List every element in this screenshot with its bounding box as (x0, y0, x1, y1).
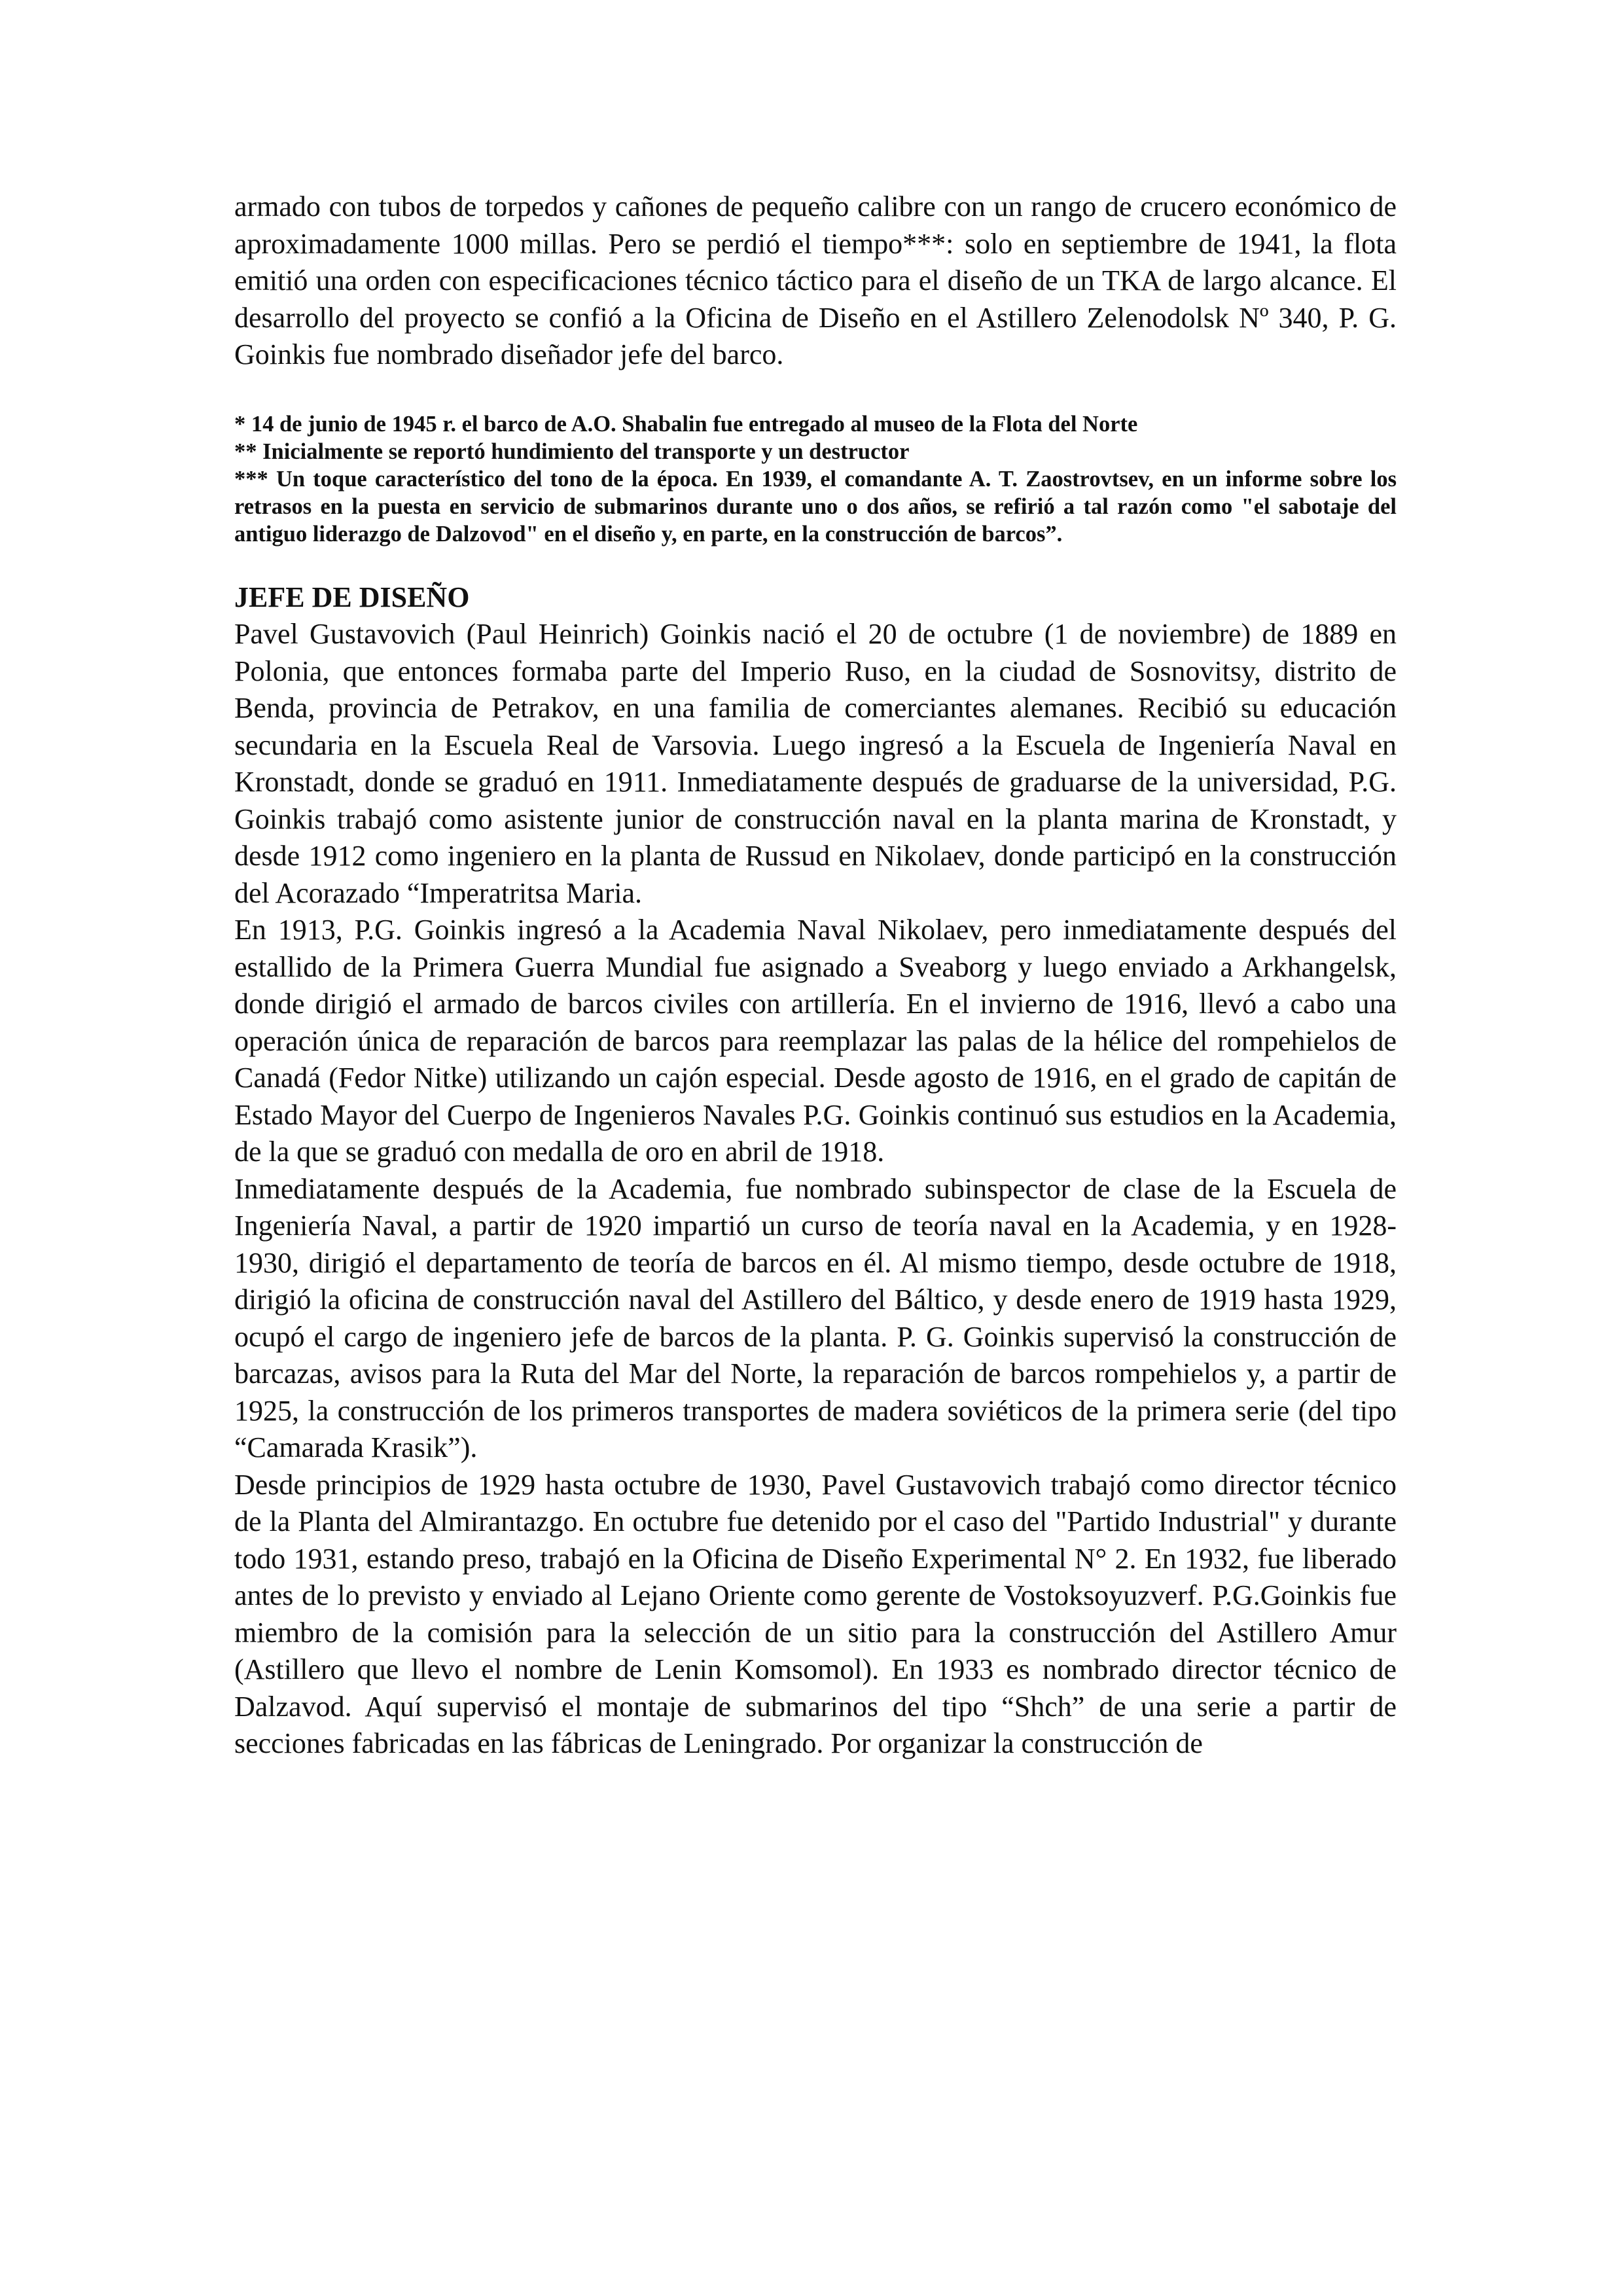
section-heading: JEFE DE DISEÑO (234, 581, 470, 613)
body-paragraph-3: Inmediatamente después de la Academia, fue nombrado subinspector de clase de la Escuela de Ingeniería Naval, a partir de 1920 impartió un curso de teoría naval en la Academia, y en 1928-1930, dirigió el departamento de teoría de barcos en él. Al mismo tiempo, desde octubre de 1918, dirigió la oficina de construcción naval del Astillero del Báltico, y desde enero de 1919 hasta 1929, ocupó el cargo de ingeniero jefe de barcos de la planta. P. G. Goinkis supervisó la construcción de barcazas, avisos para la Ruta del Mar del Norte, la reparación de barcos rompehielos y, a partir de 1925, la construcción de los primeros transportes de madera soviéticos de la primera serie (del tipo “Camarada Krasik”). (234, 1172, 1397, 1463)
footnote-3: *** Un toque característico del tono de la época. En 1939, el comandante A. T. Zaostrovtsev, en un informe sobre los retrasos en la puesta en servicio de submarinos durante uno o dos años, se refirió a tal razón como "el sabotaje del antiguo liderazgo de Dalzovod" en el diseño y, en parte, en la construcción de barcos”. (234, 466, 1397, 547)
footnote-1: * 14 de junio de 1945 r. el barco de A.O. Shabalin fue entregado al museo de la Flota del Norte (234, 411, 1138, 437)
intro-paragraph: armado con tubos de torpedos y cañones de pequeño calibre con un rango de crucero económico de aproximadamente 1000 millas. Pero se perdió el tiempo***: solo en septiembre de 1941, la flota emitió una orden con especificaciones técnico táctico para el diseño de un TKA de largo alcance. El desarrollo del proyecto se confió a la Oficina de Diseño en el Astillero Zelenodolsk Nº 340, P. G. Goinkis fue nombrado diseñador jefe del barco. (234, 190, 1397, 370)
body-paragraph-4: Desde principios de 1929 hasta octubre de 1930, Pavel Gustavovich trabajó como director técnico de la Planta del Almirantazgo. En octubre fue detenido por el caso del "Partido Industrial" y durante todo 1931, estando preso, trabajó en la Oficina de Diseño Experimental N° 2. En 1932, fue liberado antes de lo previsto y enviado al Lejano Oriente como gerente de Vostoksoyuzverf. P.G.Goinkis fue miembro de la comisión para la selección de un sitio para la construcción del Astillero Amur (Astillero que llevo el nombre de Lenin Komsomol). En 1933 es nombrado director técnico de Dalzavod. Aquí supervisó el montaje de submarinos del tipo “Shch” de una serie a partir de secciones fabricadas en las fábricas de Leningrado. Por organizar la construcción de (234, 1468, 1397, 1759)
footnote-2: ** Inicialmente se reportó hundimiento del transporte y un destructor (234, 439, 910, 464)
body-paragraph-1: Pavel Gustavovich (Paul Heinrich) Goinkis nació el 20 de octubre (1 de noviembre) de 1889 en Polonia, que entonces formaba parte del Imperio Ruso, en la ciudad de Sosnovitsy, distrito de Benda, provincia de Petrakov, en una familia de comerciantes alemanes. Recibió su educación secundaria en la Escuela Real de Varsovia. Luego ingresó a la Escuela de Ingeniería Naval en Kronstadt, donde se graduó en 1911. Inmediatamente después de graduarse de la universidad, P.G. Goinkis trabajó como asistente junior de construcción naval en la planta marina de Kronstadt, y desde 1912 como ingeniero en la planta de Russud en Nikolaev, donde participó en la construcción del Acorazado “Imperatritsa Maria. (234, 618, 1397, 909)
document-page (234, 188, 1397, 1763)
body-paragraph-2: En 1913, P.G. Goinkis ingresó a la Academia Naval Nikolaev, pero inmediatamente después del estallido de la Primera Guerra Mundial fue asignado a Sveaborg y luego enviado a Arkhangelsk, donde dirigió el armado de barcos civiles con artillería. En el invierno de 1916, llevó a cabo una operación única de reparación de barcos para reemplazar las palas de la hélice del rompehielos de Canadá (Fedor Nitke) utilizando un cajón especial. Desde agosto de 1916, en el grado de capitán de Estado Mayor del Cuerpo de Ingenieros Navales P.G. Goinkis continuó sus estudios en la Academia, de la que se graduó con medalla de oro en abril de 1918. (234, 914, 1397, 1168)
footnotes (234, 410, 1397, 548)
